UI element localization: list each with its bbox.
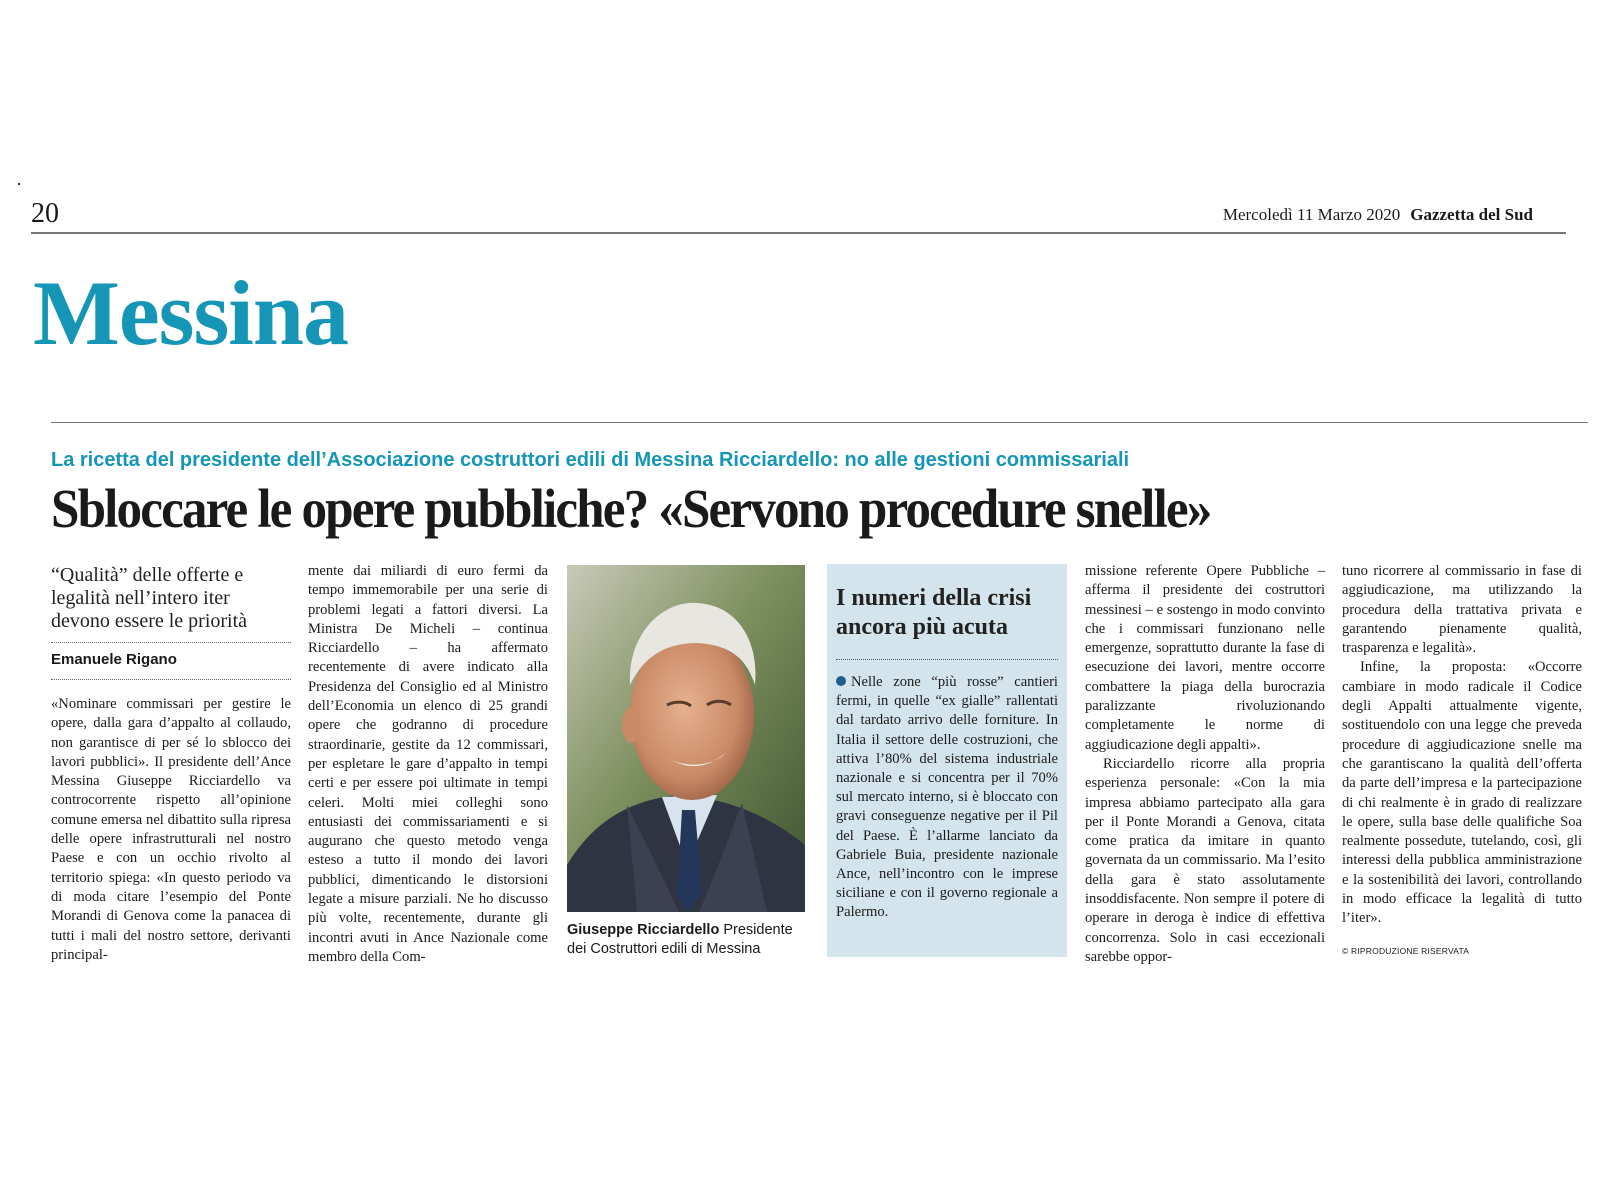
newspaper-name: Gazzetta del Sud: [1410, 205, 1533, 224]
dotted-divider: [51, 679, 291, 680]
article-kicker: La ricetta del presidente dell’Associazione costruttori edili di Messina Ricciardello: no alle gestioni commissariali: [51, 449, 1130, 471]
article-top-rule: [51, 422, 1588, 423]
article-paragraph: mente dai miliardi di euro fermi da tempo immemorabile per una serie di problemi legati a fattori diversi. La Ministra De Micheli – continua Ricciardello – ha affermato recentemente di avere indicato alla Presidenza del Consiglio ed al Ministro dell’Economia un elenco di 25 grandi opere che godranno di procedure straordinarie, gestite da 12 commissari, per espletare le gare d’appalto in tempi certi e per essere poi ultimate in tempi celeri. Molti miei colleghi sono entusiasti dei commissariamenti e si augurano che questo metodo venga esteso a tutto il mondo dei lavori pubblici, dimenticando le distorsioni legate a misure parziali. Ne ho discusso più volte, recentemente, durante gli incontri avuti in Ance Nazionale come membro della Com-: [308, 563, 548, 965]
sidebar-text: Nelle zone “più rosse” cantieri fermi, in quelle “ex gialle” rallentati dal tardato arrivo delle forniture. In Italia il settore delle costruzioni, che attiva l’80% del sistema industriale nazionale e si concentra per il 70% sul mercato interno, si è bloccato con gravi conseguenze negative per il Pil del Paese. È l’allarme lanciato da Gabriele Buia, presidente nazionale Ance, nell’incontro con le imprese siciliane e con il governo regionale a Palermo.: [836, 674, 1058, 921]
sidebar-text-block: [836, 673, 1058, 923]
page-number: 20: [31, 198, 59, 229]
dotted-divider: [836, 659, 1058, 660]
article-paragraph: missione referente Opere Pubbliche – afferma il presidente dei costruttori messinesi – e sostengo in modo convinto che i commissari funzionano nelle emergenze, soprattutto durante la fase di esecuzione dei lavori, mentre occorre combattere la piaga della burocrazia paralizzante rivoluzionando completamente le norme di aggiudicazione degli appalti».: [1085, 563, 1325, 753]
article-column-2: [308, 562, 548, 967]
date-line: [1223, 205, 1533, 225]
bullet-dot-icon: [836, 676, 846, 686]
issue-date: Mercoledì 11 Marzo 2020: [1222, 205, 1401, 224]
photo-caption: [567, 921, 812, 959]
author-byline: Emanuele Rigano: [51, 651, 177, 668]
copyright-notice: © RIPRODUZIONE RISERVATA: [1342, 946, 1470, 956]
caption-name: Giuseppe Ricciardello: [567, 922, 720, 938]
article-column-4: [1085, 562, 1325, 967]
article-paragraph: Ricciardello ricorre alla propria esperienza personale: «Con la mia impresa abbiamo partecipato alla gara per il Ponte Morandi a Genova, citata come pratica da imitare in quanto governata da un commissario. Ma l’esito della gara è stato assolutamente insoddisfacente. Non sempre il potere di operare in deroga è indice di effettiva concorrenza. Solo in casi eccezionali sarebbe oppor-: [1085, 755, 1325, 965]
article-column-5: [1342, 562, 1582, 929]
article-paragraph: Infine, la proposta: «Occorre cambiare in modo radicale il Codice degli Appalti attualmente vigente, sostituendolo con una legge che preveda procedure di aggiudicazione snelle ma che garantiscano la qualità dell’offerta da parte dell’impresa e la partecipazione di chi realmente è in grado di realizzare le opere, sulla base delle qualifiche Soa realmente possedute, tutelando, così, gli interessi della pubblica amministrazione e la sostenibilità dei lavori, controllando in modo efficace la legalità di tutto l’iter».: [1342, 659, 1582, 927]
header-rule: [31, 232, 1566, 234]
article-headline: Sbloccare le opere pubbliche? «Servono procedure snelle»: [51, 478, 1211, 539]
portrait-illustration: [567, 565, 805, 912]
portrait-photo: [567, 565, 805, 912]
caption-text: Presidente dei Costruttori edili di Messina: [567, 922, 793, 957]
section-title: Messina: [33, 262, 348, 364]
article-subhead: “Qualità” delle offerte e legalità nell’intero iter devono essere le priorità: [51, 564, 248, 632]
article-paragraph: tuno ricorrere al commissario in fase di aggiudicazione, ma utilizzando la procedura della trattativa privata e garantendo pienamente qualità, trasparenza e legalità».: [1342, 563, 1582, 657]
dotted-divider: [51, 642, 291, 643]
article-paragraph: «Nominare commissari per gestire le opere, dalla gara d’appalto al collaudo, non garantisce di per sé lo sblocco dei lavori pubblici». Il presidente dell’Ance Messina Giuseppe Ricciardello va controcorrente rispetto all’opinione comune emersa nel dibattito sulla ripresa delle opere infrastrutturali nel nostro Paese e con un occhio rivolto al territorio spiega: «In questo periodo va di moda citare l’esempio del Ponte Morandi di Genova come la panacea di tutti i mali del nostro settore, derivanti principal-: [51, 696, 291, 963]
sidebar-title: I numeri della crisi ancora più acuta: [836, 585, 1032, 640]
article-column-1: [51, 695, 291, 965]
scan-speck: [18, 183, 20, 185]
